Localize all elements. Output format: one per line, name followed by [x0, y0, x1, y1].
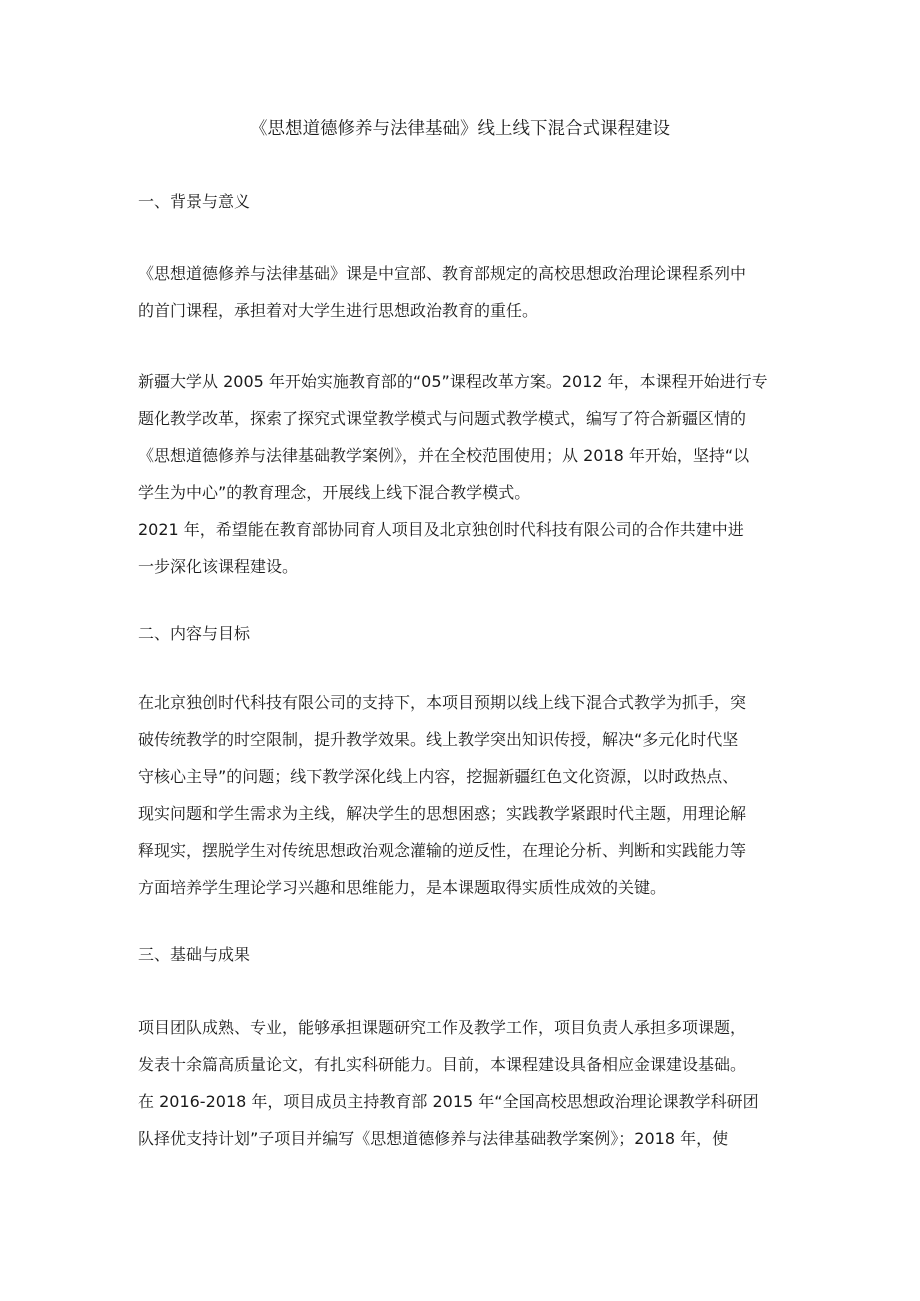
- text-line: 现实问题和学生需求为主线，解决学生的思想困惑；实践教学紧跟时代主题，用理论解: [138, 804, 747, 823]
- paragraph-course-intro: [138, 255, 788, 329]
- text-line: 发表十余篇高质量论文，有扎实科研能力。目前，本课程建设具备相应金课建设基础。: [138, 1055, 747, 1074]
- text-line: 《思想道德修养与法律基础教学案例》，并在全校范围使用；从 2018 年开始，坚持“以: [138, 446, 750, 465]
- section-heading-background: 一、背景与意义: [138, 192, 251, 211]
- text-line: 一步深化该课程建设。: [138, 557, 299, 576]
- text-line: 学生为中心”的教育理念，开展线上线下混合教学模式。: [138, 483, 531, 502]
- text-line: 方面培养学生理论学习兴趣和思维能力，是本课题取得实质性成效的关键。: [138, 878, 667, 897]
- text-line: 释现实，摆脱学生对传统思想政治观念灌输的逆反性，在理论分析、判断和实践能力等: [138, 841, 747, 860]
- text-line: 守核心主导”的问题；线下教学深化线上内容，挖掘新疆红色文化资源，以时政热点、: [138, 767, 739, 786]
- document-title: 《思想道德修养与法律基础》线上线下混合式课程建设: [250, 119, 670, 139]
- text-line: 队择优支持计划”子项目并编写《思想道德修养与法律基础教学案例》；2018 年，使: [138, 1129, 729, 1148]
- section-heading-foundation-results: 三、基础与成果: [138, 945, 251, 964]
- text-line: 题化教学改革，探索了探究式课堂教学模式与问题式教学模式，编写了符合新疆区情的: [138, 409, 747, 428]
- paragraph-project-content: [138, 684, 788, 906]
- text-line: 项目团队成熟、专业，能够承担课题研究工作及教学工作，项目负责人承担多项课题，: [138, 1018, 747, 1037]
- text-line: 破传统教学的时空限制，提升教学效果。线上教学突出知识传授，解决“多元化时代坚: [138, 730, 739, 749]
- text-line: 在 2016-2018 年，项目成员主持教育部 2015 年“全国高校思想政治理论课教学科研团: [138, 1092, 759, 1111]
- text-line: 在北京独创时代科技有限公司的支持下，本项目预期以线上线下混合式教学为抓手，突: [138, 693, 747, 712]
- text-line: 《思想道德修养与法律基础》课是中宣部、教育部规定的高校思想政治理论课程系列中: [138, 264, 747, 283]
- text-line: 2021 年，希望能在教育部协同育人项目及北京独创时代科技有限公司的合作共建中进: [138, 520, 744, 539]
- section-heading-content-goals: 二、内容与目标: [138, 624, 251, 643]
- text-line: 的首门课程，承担着对大学生进行思想政治教育的重任。: [138, 301, 539, 320]
- paragraph-team-foundation: [138, 1009, 788, 1157]
- paragraph-reform-history: [138, 363, 788, 585]
- text-line: 新疆大学从 2005 年开始实施教育部的“05”课程改革方案。2012 年，本课程开始进行专: [138, 372, 768, 391]
